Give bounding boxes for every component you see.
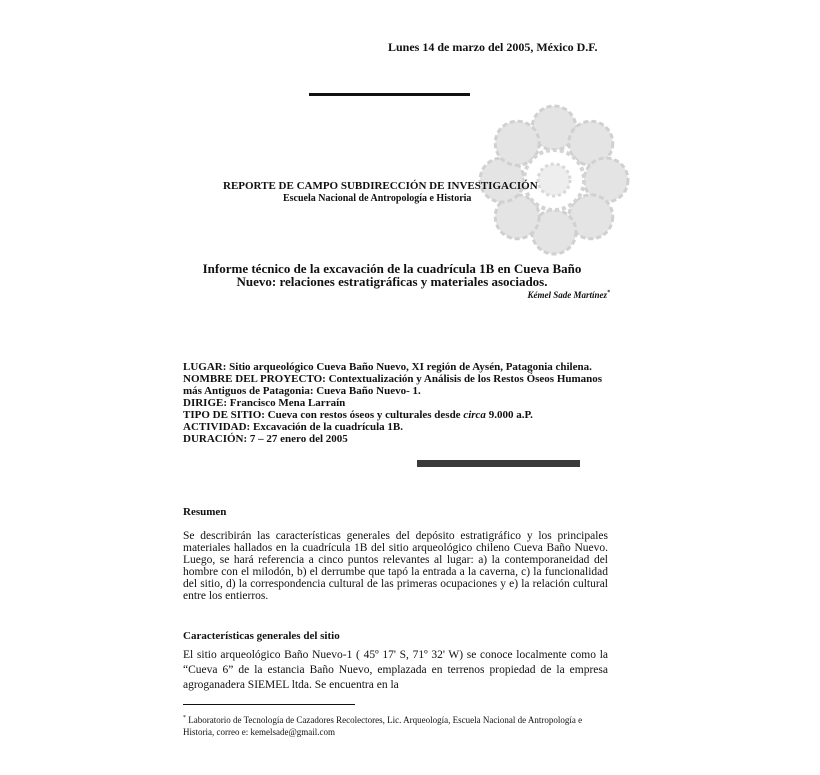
duracion-value: 7 – 27 enero del 2005 [249, 433, 348, 445]
section-text: El sitio arqueológico Baño Nuevo-1 ( 45º 17' S, 71º 32' W) se conoce localmente como la “Cueva 6” de la estancia Baño Nuevo, emplazada en terrenos propiedad de la empresa agroganadera SIEMEL ltda. Se encuentra en la [183, 649, 608, 691]
info-lugar [183, 361, 603, 373]
proyecto-label: NOMBRE DEL PROYECTO [183, 373, 323, 385]
footnote [183, 712, 603, 738]
document-date: Lunes 14 de marzo del 2005, México D.F. [388, 40, 598, 54]
duracion-label: DURACIÓN: [183, 433, 248, 445]
dirige-value: Francisco Mena Larraín [229, 397, 346, 409]
actividad-value: Excavación de la cuadrícula 1B. [252, 421, 404, 433]
tipo-value-date: 9.000 a.P. [488, 409, 533, 421]
info-dirige [183, 397, 603, 409]
info-tipo [183, 409, 603, 421]
section-divider [417, 460, 580, 467]
resumen-heading: Resumen [183, 506, 227, 518]
footnote-text: Laboratorio de Tecnología de Cazadores Recolectores, Lic. Arqueología, Escuela Nacional de Antropología e Historia, correo e: kemelsade@gmail.com [183, 715, 583, 737]
footnote-rule [183, 704, 355, 705]
dirige-label: DIRIGE: [183, 397, 228, 409]
tipo-circa: circa [463, 409, 486, 421]
resumen-text: Se describirán las características generales del depósito estratigráfico y los principales materiales hallados en la cuadrícula 1B del sitio arqueológico chileno Cueva Baño Nuevo. Luego, se hará referencia a cinco puntos relevantes al lugar: a) la contemporaneidad del hombre con el milodón, b) el derrumbe que tapó la entrada a la caverna, c) la funcionalidad del sitio, d) la correspondencia cultural de las primeras ocupaciones y e) la relación cultural entre los entierros. [183, 530, 608, 602]
footnote-mark: * [183, 715, 186, 721]
author-footnote-mark: * [607, 290, 610, 296]
proyecto-value: : Contextualización y Análisis de los Restos Óseos Humanos más Antiguos de Patagonia: Cueva Baño Nuevo- 1. [183, 373, 603, 397]
report-title: REPORTE DE CAMPO SUBDIRECCIÓN DE INVESTIGACIÓN [223, 180, 538, 192]
document-title: Informe técnico de la excavación de la cuadrícula 1B en Cueva Baño Nuevo: relaciones estratigráficas y materiales asociados. [202, 261, 582, 289]
actividad-label: ACTIVIDAD: [183, 421, 251, 433]
info-actividad [183, 421, 603, 433]
section-heading: Características generales del sitio [183, 630, 340, 642]
lugar-value: Sitio arqueológico Cueva Baño Nuevo, XI región de Aysén, Patagonia chilena. [229, 361, 592, 373]
info-proyecto [183, 373, 603, 397]
author [440, 290, 610, 300]
tipo-label: TIPO DE SITIO: [183, 409, 265, 421]
tipo-value: Cueva con restos óseos y culturales desde [267, 409, 461, 421]
school-name: Escuela Nacional de Antropología e Historia [283, 193, 472, 204]
logo-petal [495, 121, 539, 165]
info-duracion [183, 433, 603, 445]
project-info [183, 361, 603, 445]
lugar-label: LUGAR: [183, 361, 227, 373]
author-name: Kémel Sade Martínez [527, 290, 607, 300]
